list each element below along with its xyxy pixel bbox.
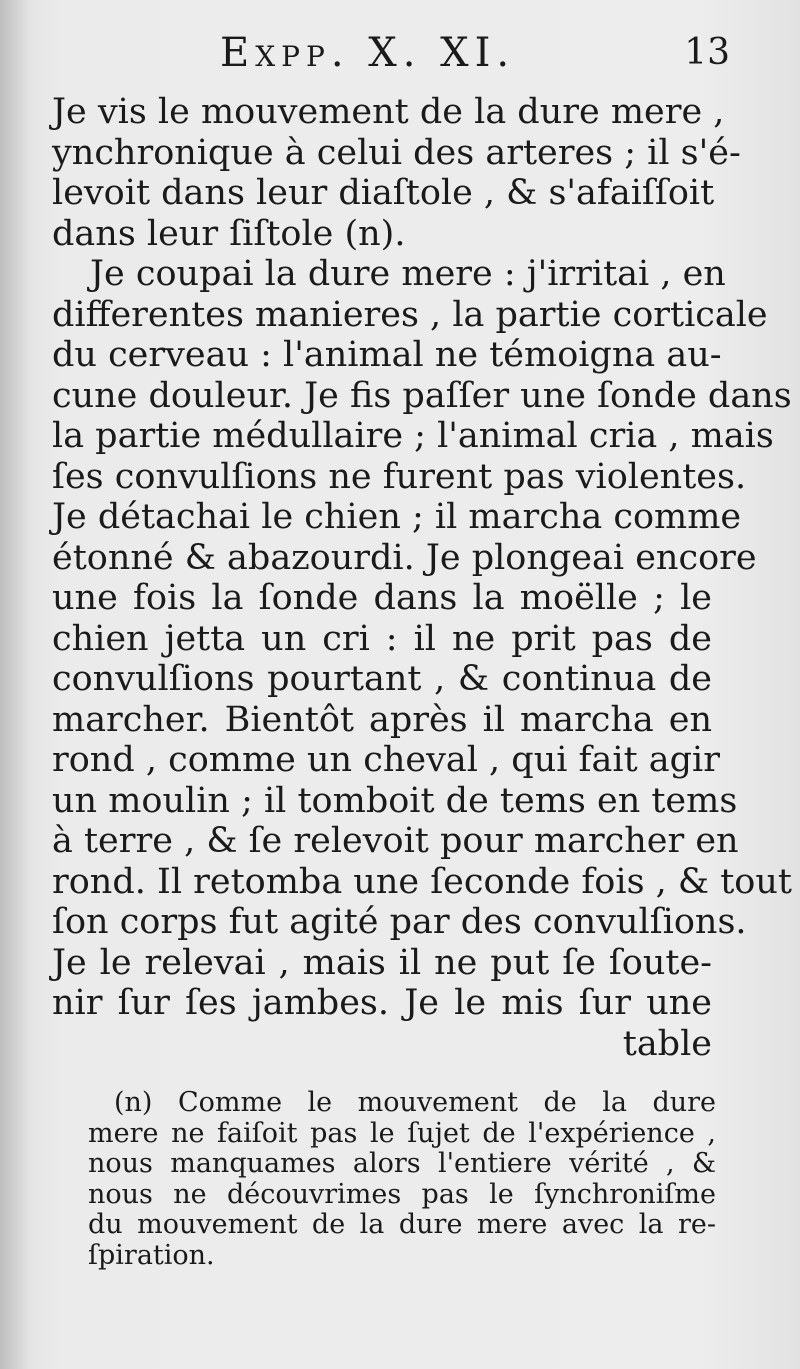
- running-title: Expp. X. XI.: [220, 30, 516, 76]
- running-header: [60, 30, 760, 90]
- footnote-line: nous ne découvrimes pas le ſynchroniſme: [88, 1178, 716, 1210]
- footnote-line: du mouvement de la dure mere avec la re-: [88, 1209, 716, 1240]
- text-line: Je vis le mouvement de la dure mere ,: [52, 92, 725, 132]
- text-line: ynchronique à celui des arteres ; il s'é-: [52, 132, 741, 173]
- text-line: étonné & abazourdi. Je plongeai encore: [52, 537, 757, 578]
- text-line: rond. Il retomba une ſeconde fois , & tout: [52, 861, 792, 902]
- page-number: 13: [684, 32, 730, 73]
- text-line: du cerveau : l'animal ne témoigna au-: [52, 335, 722, 375]
- text-line: Je le relevai , mais il ne put ſe ſoute-: [52, 942, 712, 983]
- text-line: chien jetta un cri : il ne prit pas de: [52, 618, 712, 659]
- footnote-line: ſpiration.: [88, 1239, 215, 1271]
- text-line: Je coupai la dure mere : j'irritai , en: [90, 254, 726, 294]
- text-line: Je détachai le chien ; il marcha comme: [52, 497, 742, 537]
- text-line: rond , comme un cheval , qui fait agir: [52, 740, 720, 780]
- text-line: convulſions pourtant , & continua de: [52, 659, 712, 699]
- text-line: la partie médullaire ; l'animal cria , mais: [52, 416, 774, 456]
- text-line: differentes manieres , la partie corticale: [52, 294, 768, 335]
- text-line: nir ſur ſes jambes. Je le mis ſur une: [52, 983, 712, 1023]
- footnote-line: (n) Comme le mouvement de la dure: [114, 1087, 716, 1118]
- text-line: ſes convulſions ne furent pas violentes.: [52, 456, 747, 497]
- footnote-line: mere ne faiſoit pas le ſujet de l'expérience ,: [88, 1117, 716, 1149]
- text-line: cune douleur. Je fis paſſer une ſonde dans: [52, 375, 792, 416]
- text-line: à terre , & ſe relevoit pour marcher en: [52, 821, 739, 861]
- catchword: table: [622, 1023, 712, 1064]
- text-line: marcher. Bientôt après il marcha en: [52, 699, 712, 740]
- text-line: ſon corps fut agité par des convulſions.: [52, 902, 747, 942]
- text-line: un moulin ; il tomboit de tems en tems: [52, 780, 738, 821]
- text-line: levoit dans leur diaſtole , & s'afaiſſoit: [52, 173, 715, 213]
- text-line: dans leur ſiſtole (n).: [52, 213, 406, 254]
- footnote-line: nous manquames alors l'entiere vérité , &: [88, 1148, 716, 1179]
- body-text: [52, 92, 792, 1064]
- footnote: [88, 1088, 716, 1271]
- text-line: une fois la ſonde dans la moëlle ; le: [52, 578, 712, 618]
